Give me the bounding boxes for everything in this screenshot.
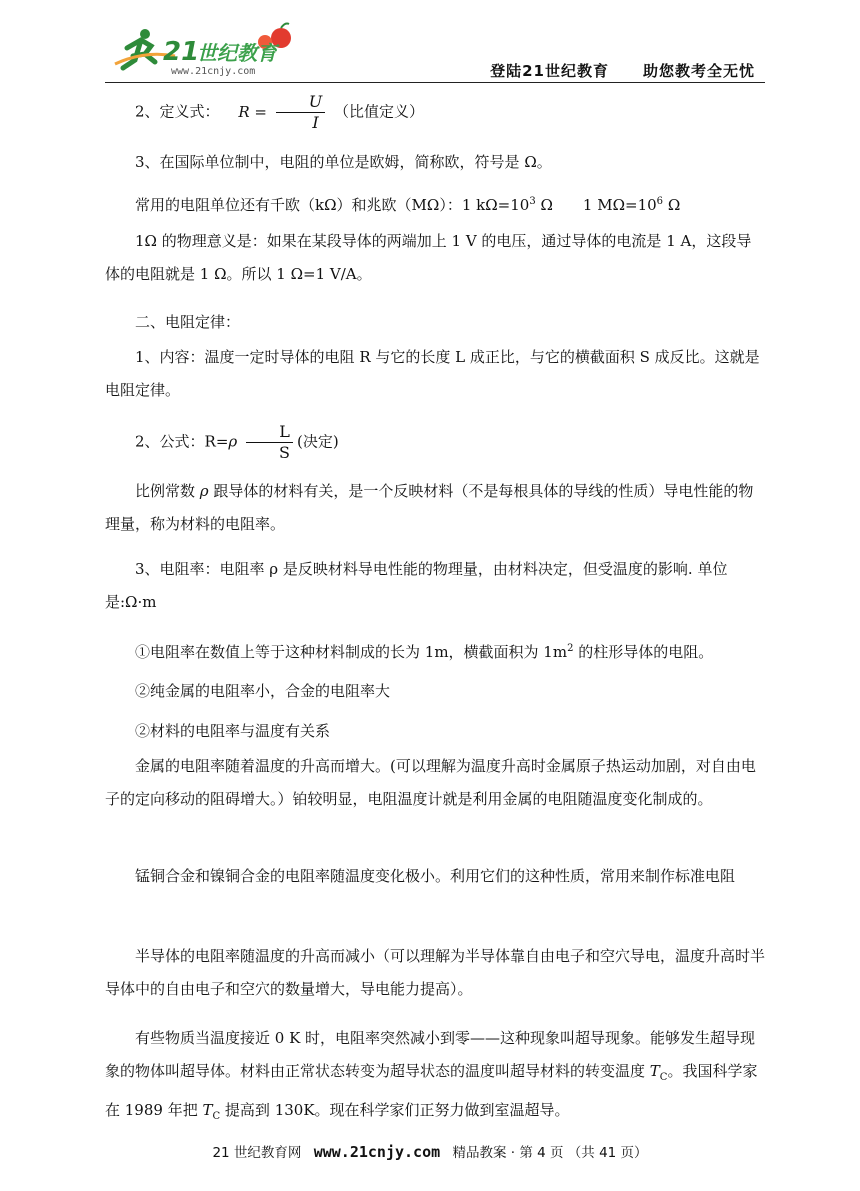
svg-text:21: 21 — [163, 37, 200, 67]
page-footer — [0, 1141, 860, 1161]
list-item-3: ②材料的电阻率与温度有关系 — [135, 722, 331, 740]
paragraph-superconductivity: 有些物质当温度接近 0 K 时，电阻率突然减小到零——这种现象叫超导现象。能够发生超导现象的物体叫超导体。材料由正常状态转变为超导状态的温度叫超导材料的转变温度 $T_C$。我国科学家在 1989 年把 $T_C$ 提高到 130K。现在科学家们正努力做到室温超导。 — [105, 1029, 758, 1122]
formula-fraction — [276, 92, 325, 133]
formula-suffix: (决定) — [296, 432, 339, 451]
slogan-help: 助您教考全无忧 — [642, 62, 755, 80]
fraction-denominator: S — [279, 443, 290, 462]
definition-formula — [105, 92, 765, 133]
paragraph-meaning: 1Ω 的物理意义是：如果在某段导体的两端加上 1 V 的电压，通过导体的电流是 1 A，这段导体的电阻就是 1 Ω。所以 1 Ω=1 V/A。 — [105, 232, 752, 283]
formula-rho: ρ — [228, 432, 238, 451]
formula-suffix: （比值定义） — [334, 102, 425, 121]
footer-site-name: 21 世纪教育网 — [212, 1145, 302, 1161]
fraction-denominator: I — [312, 113, 319, 132]
paragraph-resistivity: 3、电阻率：电阻率 ρ 是反映材料导电性能的物理量，由材料决定，但受温度的影响. 单位是:Ω·m — [105, 560, 728, 611]
footer-url-link[interactable]: www.21cnjy.com — [313, 1143, 441, 1161]
formula-lhs: R = — [238, 102, 267, 121]
section-heading-resistance-law: 二、电阻定律： — [135, 313, 241, 331]
site-logo — [105, 20, 305, 82]
header-divider — [105, 82, 765, 83]
list-item-1: ①电阻率在数值上等于这种材料制成的长为 1m，横截面积为 $1m^2$ 的柱形导体的电阻。 — [135, 643, 714, 661]
fraction-numerator: U — [276, 92, 325, 113]
paragraph-unit: 3、在国际单位制中，电阻的单位是欧姆，简称欧，符号是 Ω。 — [135, 153, 552, 171]
formula-prefix: 2、公式：R= — [135, 432, 229, 451]
paragraph-rho-constant: 比例常数 ρ 跟导体的材料有关，是一个反映材料（不是每根具体的导线的性质）导电性能的物理量，称为材料的电阻率。 — [105, 482, 754, 533]
paragraph-semiconductor: 半导体的电阻率随温度的升高而减小（可以理解为半导体靠自由电子和空穴导电，温度升高时半导体中的自由电子和空穴的数量增大，导电能力提高）。 — [105, 947, 766, 998]
law-formula — [105, 422, 765, 463]
svg-text:世纪教育: 世纪教育 — [197, 41, 277, 65]
formula-fraction — [246, 422, 293, 463]
list-item-2: ②纯金属的电阻率小，合金的电阻率大 — [135, 682, 391, 700]
slogan-login: 登陆21世纪教育 — [490, 62, 609, 80]
fraction-numerator: L — [246, 422, 293, 443]
paragraph-common-units: 常用的电阻单位还有千欧（kΩ）和兆欧（MΩ）：1 $k\Omega=10^3$ Ω 1 $M\Omega=10^6$ Ω — [135, 196, 681, 214]
header-slogan — [456, 60, 755, 81]
footer-page-info: 精品教案 · 第 4 页 （共 41 页） — [452, 1145, 648, 1161]
svg-text:www.21cnjy.com: www.21cnjy.com — [171, 66, 256, 77]
paragraph-alloy: 锰铜合金和镍铜合金的电阻率随温度变化极小。利用它们的这种性质，常用来制作标准电阻 — [135, 867, 736, 885]
page-header — [105, 20, 765, 82]
formula-prefix: 2、定义式： — [135, 102, 220, 121]
paragraph-law-content: 1、内容：温度一定时导体的电阻 R 与它的长度 L 成正比，与它的横截面积 S 成反比。这就是电阻定律。 — [105, 348, 760, 399]
paragraph-metal: 金属的电阻率随着温度的升高而增大。(可以理解为温度升高时金属原子热运动加剧，对自由电子的定向移动的阻碍增大。）铂较明显，电阻温度计就是利用金属的电阻随温度变化制成的。 — [105, 757, 756, 808]
